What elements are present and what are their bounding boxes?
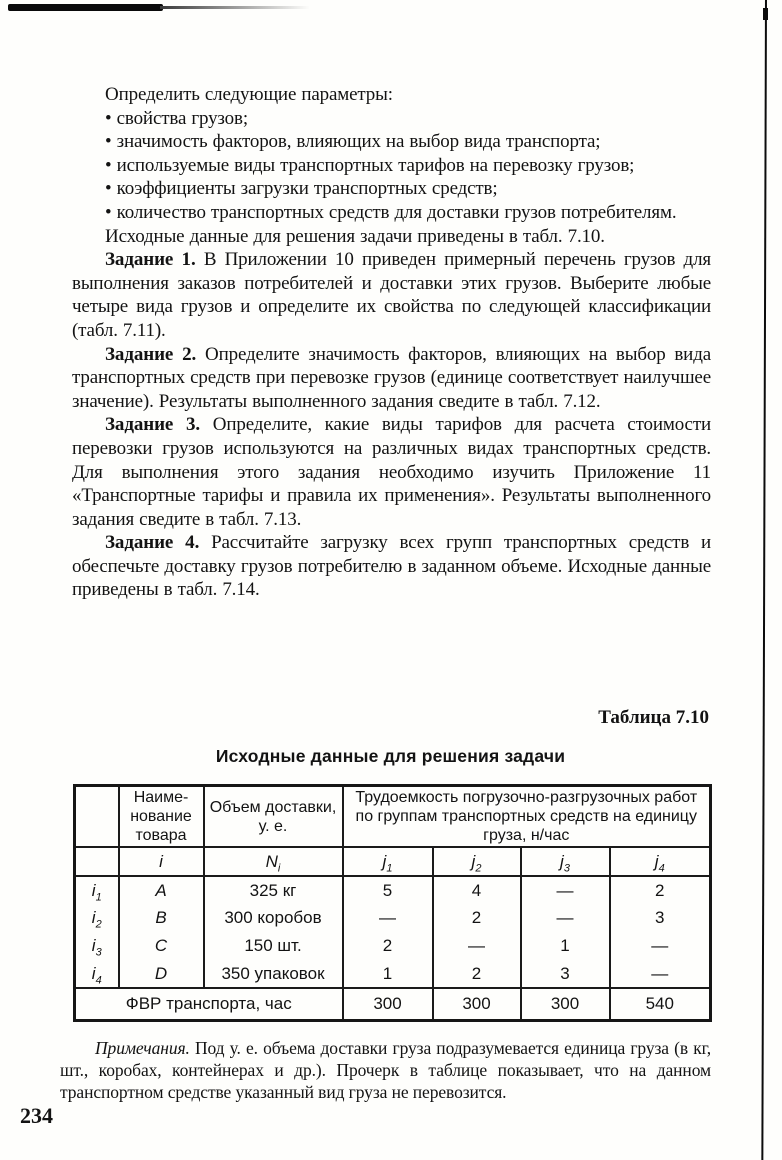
table-subheader-row xyxy=(75,847,711,876)
subheader-cell-i: i xyxy=(119,847,204,876)
task-paragraph-4 xyxy=(72,531,711,602)
bullet-item-2: • значимость факторов, влияющих на выбор вида транспорта; xyxy=(105,131,601,153)
row-value-cell: 1 xyxy=(521,932,610,960)
task-label-3: Задание 3. xyxy=(105,414,201,436)
task-paragraph-2 xyxy=(72,343,711,414)
row-name-cell: D xyxy=(119,960,204,988)
scan-artifact-top-streak xyxy=(8,4,163,11)
row-name-cell: A xyxy=(119,876,204,904)
table-row xyxy=(75,904,711,932)
table-footer-row xyxy=(75,988,711,1020)
table-row xyxy=(75,876,711,904)
scan-artifact-right-edge-line xyxy=(761,0,767,1160)
row-value-cell: — xyxy=(610,960,711,988)
footer-value-cell: 300 xyxy=(433,988,521,1020)
row-value-cell: 2 xyxy=(433,960,521,988)
bullet-item-1: • свойства грузов; xyxy=(105,107,248,129)
row-value-cell: 3 xyxy=(610,904,711,932)
subheader-cell-j4: $j_4$ xyxy=(610,847,711,876)
row-volume-cell: 350 упаковок xyxy=(204,960,343,988)
row-value-cell: 1 xyxy=(343,960,433,988)
notes-text: Под у. е. объема доставки груза подразумевается единица груза (в кг, шт., коробах, контейнерах и др.). Прочерк в таблице показывает, что на данном транспортном средстве указанный вид груза не перевозится. xyxy=(60,1038,711,1102)
header-cell-name: Наиме-нование товара xyxy=(119,786,204,848)
row-id-cell: $i_2$ xyxy=(75,904,119,932)
row-value-cell: — xyxy=(521,876,610,904)
table-row xyxy=(75,932,711,960)
row-value-cell: 2 xyxy=(343,932,433,960)
subheader-cell-j2: $j_2$ xyxy=(433,847,521,876)
header-cell-volume: Объем доставки, у. е. xyxy=(204,786,343,848)
footer-value-cell: 540 xyxy=(610,988,711,1020)
scan-artifact-top-streak-tail xyxy=(160,6,310,9)
row-value-cell: — xyxy=(521,904,610,932)
data-note-paragraph: Исходные данные для решения задачи приведены в табл. 7.10. xyxy=(105,225,605,247)
task-label-2: Задание 2. xyxy=(105,343,197,365)
subheader-cell-empty xyxy=(75,847,119,876)
notes-paragraph xyxy=(60,1037,711,1103)
footer-value-cell: 300 xyxy=(521,988,610,1020)
row-volume-cell: 325 кг xyxy=(204,876,343,904)
row-value-cell: 3 xyxy=(521,960,610,988)
subheader-cell-ni: $N_i$ xyxy=(204,847,343,876)
subheader-cell-j3: $j_3$ xyxy=(521,847,610,876)
row-value-cell: 4 xyxy=(433,876,521,904)
body-text-block xyxy=(72,83,711,602)
task-paragraph-3 xyxy=(72,413,711,531)
task-text-1: В Приложении 10 приведен примерный перечень грузов для выполнения заказов потребителей и доставки этих грузов. Выберите любые четыре вида грузов и определите их свойства по следующей классификации (табл. 7.11). xyxy=(72,249,711,341)
task-label-4: Задание 4. xyxy=(105,532,200,554)
header-cell-empty xyxy=(75,786,119,848)
task-text-4: Рассчитайте загрузку всех групп транспортных средств и обеспечьте доставку грузов потребителю в заданном объеме. Исходные данные приведены в табл. 7.14. xyxy=(72,532,712,601)
bullet-item-4: • коэффициенты загрузки транспортных средств; xyxy=(105,178,498,200)
row-volume-cell: 150 шт. xyxy=(204,932,343,960)
footer-label-cell: ФВР транспорта, час xyxy=(75,988,343,1020)
row-name-cell: B xyxy=(119,904,204,932)
task-text-3: Определите, какие виды тарифов для расчета стоимости перевозки грузов используются на различных видах транспортных средств. Для выполнения этого задания необходимо изучить Приложение 11 «Транспортные тарифы и правила их применения». Результаты выполненного задания сведите в табл. 7.13. xyxy=(72,414,712,530)
footer-value-cell: 300 xyxy=(343,988,433,1020)
scan-artifact-right-edge-blob xyxy=(763,8,768,20)
row-name-cell: C xyxy=(119,932,204,960)
data-table xyxy=(73,784,712,1022)
table-caption: Таблица 7.10 xyxy=(598,707,709,728)
notes-label: Примечания. xyxy=(95,1038,190,1058)
row-volume-cell: 300 коробов xyxy=(204,904,343,932)
bullet-item-3: • используемые виды транспортных тарифов на перевозку грузов; xyxy=(105,154,635,176)
header-cell-labor: Трудоемкость погрузочно-разгрузочных работ по группам транспортных средств на единицу груза, н/час xyxy=(343,786,711,848)
bullet-item-5: • количество транспортных средств для доставки грузов потребителям. xyxy=(105,201,677,223)
row-id-cell: $i_1$ xyxy=(75,876,119,904)
intro-paragraph: Определить следующие параметры: xyxy=(105,84,393,105)
page-number: 234 xyxy=(20,1103,53,1128)
row-value-cell: 2 xyxy=(433,904,521,932)
task-text-2: Определите значимость факторов, влияющих на выбор вида транспортных средств при перевозке грузов (единице соответствует наилучшее значение). Результаты выполненного задания сведите в табл. 7.12. xyxy=(72,343,712,412)
task-paragraph-1 xyxy=(72,248,711,342)
task-label-1: Задание 1. xyxy=(105,249,196,271)
row-value-cell: 5 xyxy=(343,876,433,904)
row-value-cell: — xyxy=(343,904,433,932)
subheader-cell-j1: $j_1$ xyxy=(343,847,433,876)
table-title: Исходные данные для решения задачи xyxy=(215,746,566,766)
table-row xyxy=(75,960,711,988)
table-header-row xyxy=(75,786,711,848)
row-id-cell: $i_4$ xyxy=(75,960,119,988)
row-value-cell: — xyxy=(433,932,521,960)
row-value-cell: 2 xyxy=(610,876,711,904)
row-id-cell: $i_3$ xyxy=(75,932,119,960)
row-value-cell: — xyxy=(610,932,711,960)
